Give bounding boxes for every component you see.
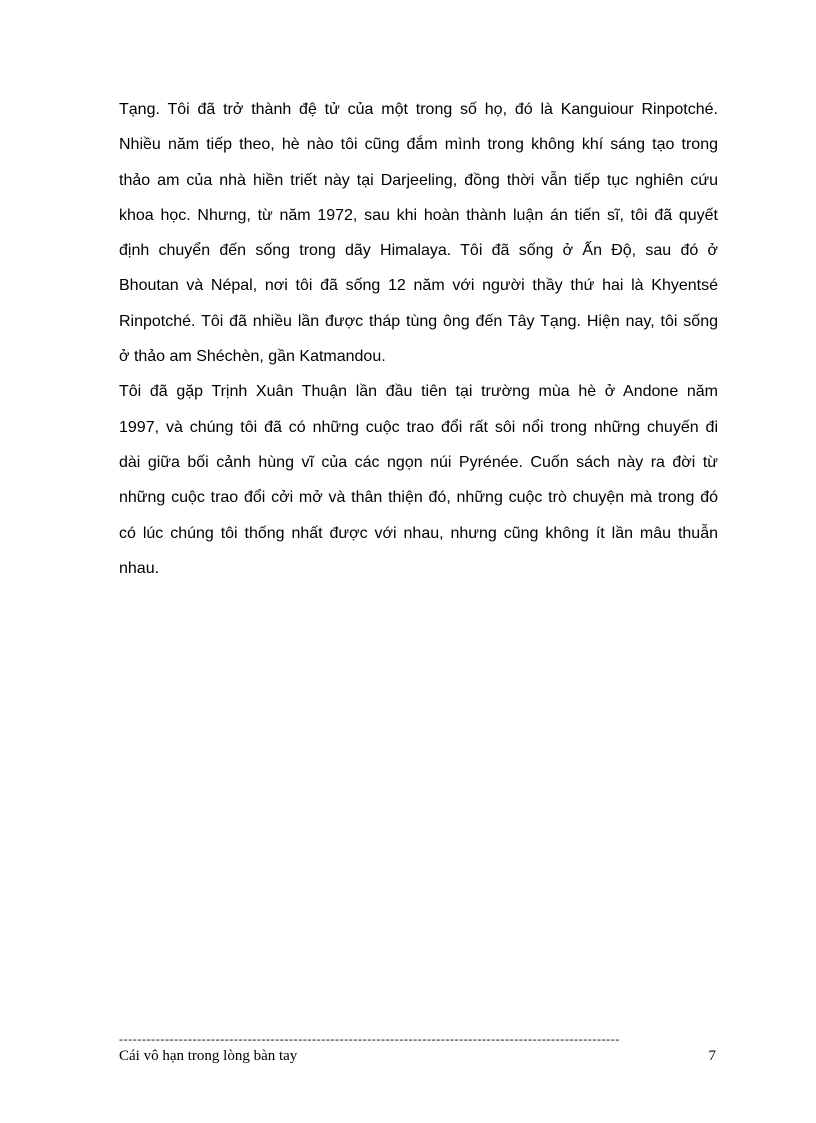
text-line: 1997, và chúng tôi đã có những cuộc trao đổi rất sôi nổi trong những chuyến đi xyxy=(119,418,718,436)
text-line: có lúc chúng tôi thống nhất được với nhau, nhưng cũng không ít lần mâu thuẫn xyxy=(119,524,718,542)
paragraph-1 xyxy=(119,92,718,374)
text-line: thảo am của nhà hiền triết này tại Darjeeling, đồng thời vẫn tiếp tục nghiên cứu xyxy=(119,171,718,189)
text-line: định chuyển đến sống trong dãy Himalaya. Tôi đã sống ở Ấn Độ, sau đó ở xyxy=(119,242,718,260)
text-line: Tạng. Tôi đã trở thành đệ tử của một trong số họ, đó là Kanguiour Rinpotché. xyxy=(119,101,718,118)
text-line: nhau. xyxy=(119,559,160,577)
text-line: khoa học. Nhưng, từ năm 1972, sau khi hoàn thành luận án tiến sĩ, tôi đã quyết xyxy=(119,206,718,224)
text-line: Tôi đã gặp Trịnh Xuân Thuận lần đầu tiên tại trường mùa hè ở Andone năm xyxy=(119,383,718,401)
footer-row xyxy=(119,1048,716,1065)
footer-book-title: Cái vô hạn trong lòng bàn tay xyxy=(119,1048,298,1064)
text-line: những cuộc trao đổi cởi mở và thân thiện đó, những cuộc trò chuyện mà trong đó xyxy=(119,489,718,507)
page-footer xyxy=(119,1034,716,1065)
page-number: 7 xyxy=(708,1048,716,1064)
text-line: Bhoutan và Népal, nơi tôi đã sống 12 năm với người thầy thứ hai là Khyentsé xyxy=(119,277,718,295)
text-line: dài giữa bối cảnh hùng vĩ của các ngọn núi Pyrénée. Cuốn sách này ra đời từ xyxy=(119,453,718,471)
text-line: Rinpotché. Tôi đã nhiều lần được tháp tùng ông đến Tây Tạng. Hiện nay, tôi sống xyxy=(119,312,718,330)
paragraph-2 xyxy=(119,374,718,586)
text-line: Nhiều năm tiếp theo, hè nào tôi cũng đắm mình trong không khí sáng tạo trong xyxy=(119,136,718,154)
document-body xyxy=(119,92,718,586)
footer-divider: ------------------------------------------------------------------------------------------------------------- xyxy=(119,1034,620,1044)
text-line: ở thảo am Shéchèn, gần Katmandou. xyxy=(119,348,386,366)
